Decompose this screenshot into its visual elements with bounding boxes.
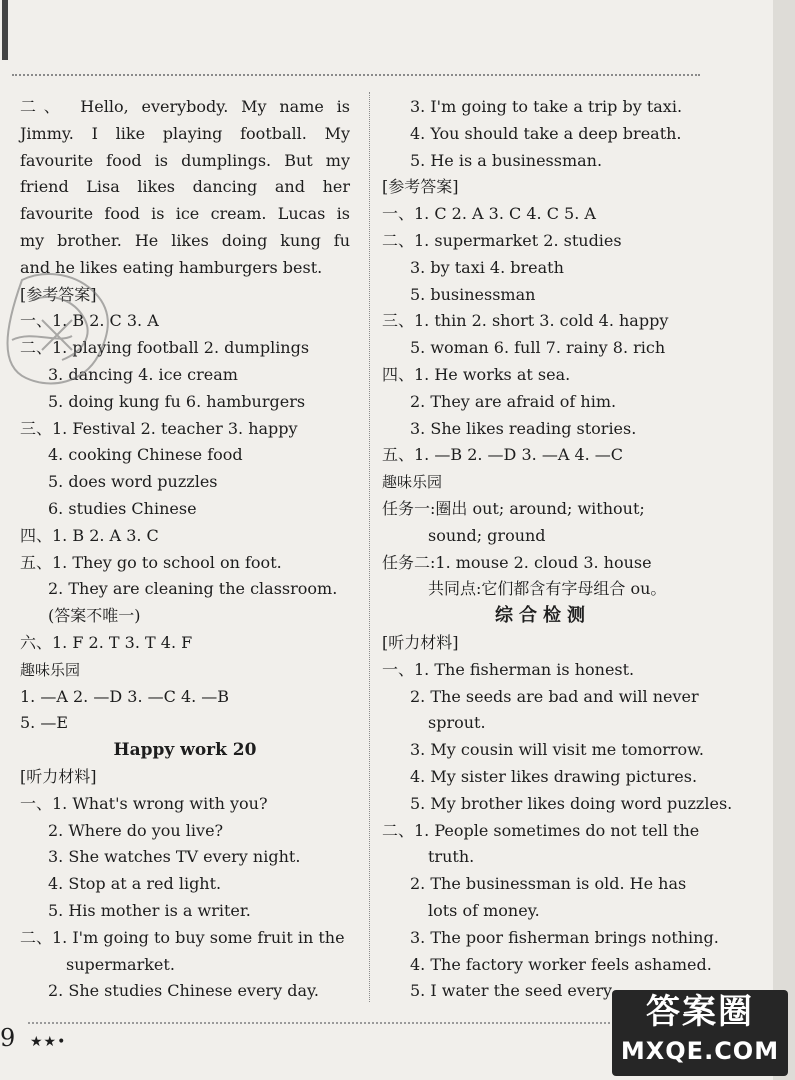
text-line: 5. doing kung fu 6. hamburgers (48, 391, 306, 411)
watermark-title: 答案圈 (646, 992, 754, 1032)
text-line: 四、1. B 2. A 3. C (20, 525, 159, 545)
text-line: and he likes eating hamburgers best. (20, 257, 323, 277)
text-line: 3. The poor fisherman brings nothing. (410, 927, 719, 947)
text-line: [参考答案] (382, 177, 459, 197)
text-line: 3. My cousin will visit me tomorrow. (410, 740, 705, 760)
right-column (382, 94, 733, 1005)
text-line: 5. businessman (410, 284, 536, 304)
text-line: truth. (428, 847, 475, 867)
text-line: 4. My sister likes drawing pictures. (410, 766, 698, 786)
text-line: (答案不唯一) (48, 606, 141, 626)
text-line: 五、1. —B 2. —D 3. —A 4. —C (382, 445, 624, 465)
text-line: [参考答案] (20, 284, 97, 304)
bottom-divider (28, 1022, 618, 1024)
text-line: Jimmy. I like playing football. My (20, 123, 350, 143)
top-divider (12, 74, 700, 76)
text-line: lots of money. (428, 900, 540, 920)
text-line: 3. She likes reading stories. (410, 418, 637, 438)
text-line: 5. My brother likes doing word puzzles. (410, 793, 733, 813)
text-line: 5. —E (20, 713, 69, 733)
text-line: 3. by taxi 4. breath (410, 257, 564, 277)
text-line: 6. studies Chinese (48, 498, 197, 518)
column-divider (369, 92, 370, 1002)
text-line: 共同点:它们都含有字母组合 ou。 (428, 579, 667, 599)
left-column (20, 94, 350, 1005)
text-line: 5. woman 6. full 7. rainy 8. rich (410, 338, 666, 358)
text-line: 任务一:圈出 out; around; without; (382, 498, 645, 518)
text-line: 2. They are cleaning the classroom. (48, 579, 338, 599)
text-line: favourite food is ice cream. Lucas is (20, 204, 350, 224)
text-line: 4. Stop at a red light. (48, 874, 222, 894)
text-line: 2. The seeds are bad and will never (410, 686, 699, 706)
text-line: favourite food is dumplings. But my (20, 150, 350, 170)
text-line: friend Lisa likes dancing and her (20, 177, 350, 197)
text-line: [听力材料] (20, 766, 97, 786)
text-line: 2. The businessman is old. He has (410, 874, 687, 894)
text-line: 4. You should take a deep breath. (410, 123, 682, 143)
text-line: 一、1. B 2. C 3. A (20, 311, 159, 331)
text-line: 2. She studies Chinese every day. (48, 981, 319, 1001)
text-line: 5. I water the seed every (410, 981, 613, 1001)
text-line: 二、1. People sometimes do not tell the (382, 820, 700, 840)
text-line: 5. He is a businessman. (410, 150, 603, 170)
text-line: 4. The factory worker feels ashamed. (410, 954, 712, 974)
text-line: 3. I'm going to take a trip by taxi. (410, 97, 683, 116)
text-line: 5. does word puzzles (48, 472, 218, 492)
text-line: 三、1. thin 2. short 3. cold 4. happy (382, 311, 669, 331)
binding-mark (2, 0, 8, 60)
text-line: 一、1. What's wrong with you? (20, 793, 268, 813)
text-line: 二、 Hello, everybody. My name is (20, 97, 350, 116)
text-line: 五、1. They go to school on foot. (20, 552, 282, 572)
text-line: 六、1. F 2. T 3. T 4. F (20, 632, 193, 652)
watermark-url: MXQE.COM (620, 1037, 780, 1065)
text-line: my brother. He likes doing kung fu (20, 230, 350, 250)
page-number: 9 (0, 1024, 16, 1052)
text-line: 5. His mother is a writer. (48, 900, 251, 920)
text-line: 1. —A 2. —D 3. —C 4. —B (20, 686, 230, 706)
text-line: 一、1. The fisherman is honest. (382, 659, 635, 679)
text-line: 二、1. supermarket 2. studies (382, 230, 622, 250)
text-line: 一、1. C 2. A 3. C 4. C 5. A (382, 204, 596, 224)
text-line: 四、1. He works at sea. (382, 364, 571, 384)
text-line: 三、1. Festival 2. teacher 3. happy (20, 418, 298, 438)
site-watermark (612, 990, 788, 1076)
text-line: [听力材料] (382, 632, 459, 652)
text-line: 4. cooking Chinese food (48, 445, 243, 465)
difficulty-stars: ★★• (30, 1034, 67, 1050)
text-line: 3. She watches TV every night. (48, 847, 301, 867)
text-line: 趣味乐园 (382, 473, 443, 492)
text-line: sound; ground (428, 525, 546, 545)
text-line: Happy work 20 (113, 740, 257, 761)
text-line: 2. Where do you live? (48, 820, 224, 840)
text-line: 二、1. I'm going to buy some fruit in the (20, 927, 345, 947)
text-line: 任务二:1. mouse 2. cloud 3. house (382, 552, 652, 572)
page-edge-shadow (773, 0, 795, 1080)
text-line: 3. dancing 4. ice cream (48, 364, 238, 384)
text-line: 综合检测 (495, 605, 591, 627)
text-line: supermarket. (66, 954, 175, 974)
text-line: 2. They are afraid of him. (410, 391, 617, 411)
text-line: sprout. (428, 713, 486, 733)
text-line: 二、1. playing football 2. dumplings (20, 338, 310, 358)
text-line: 趣味乐园 (20, 660, 81, 679)
